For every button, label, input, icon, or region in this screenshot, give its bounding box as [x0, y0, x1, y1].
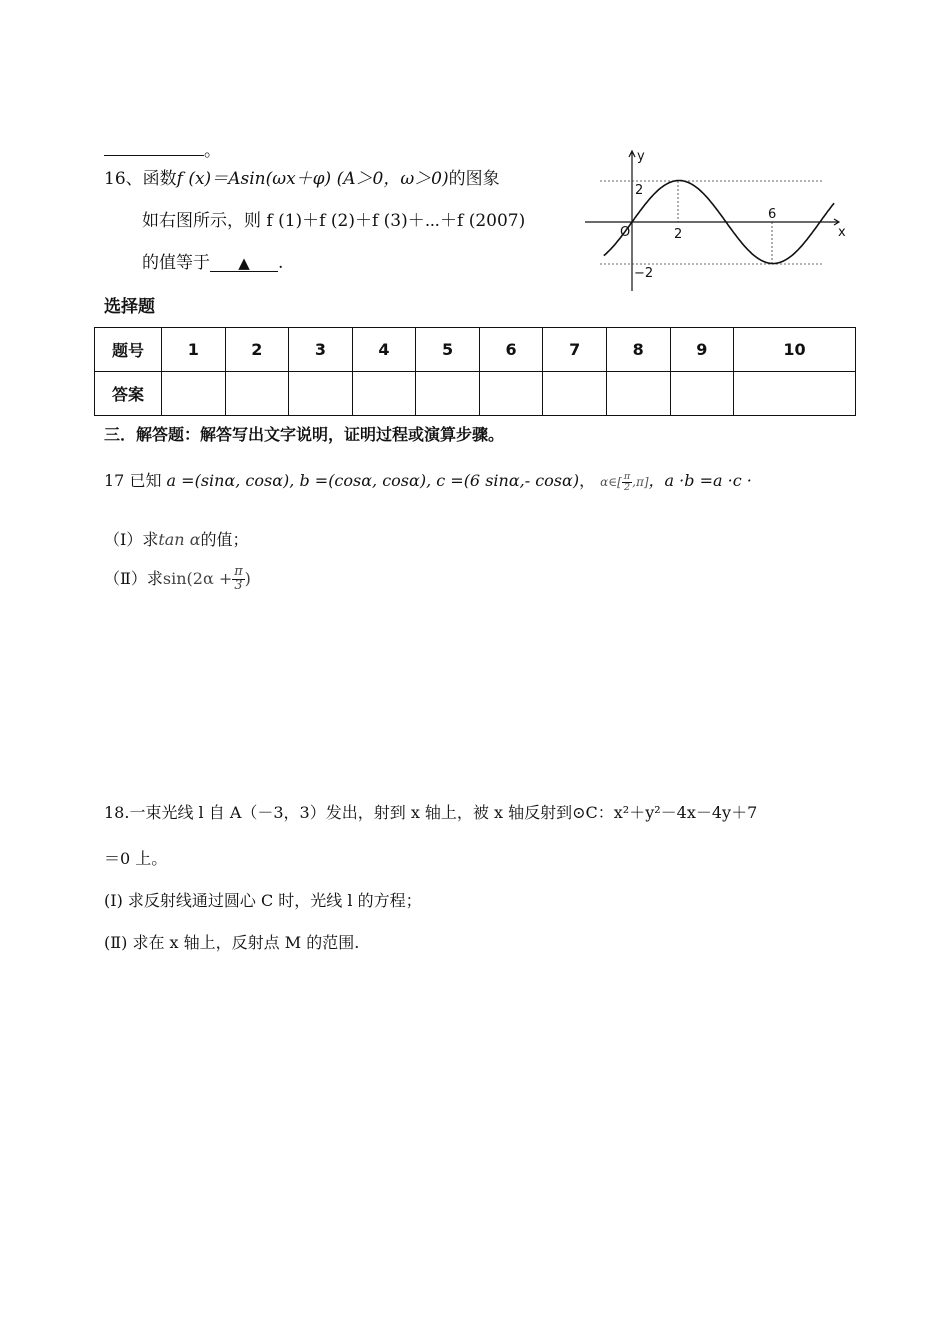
q18-line1: 18.一束光线 l 自 A（－3，3）发出，射到 x 轴上，被 x 轴反射到⊙C：x²＋y²－4x－4y＋7 [104, 803, 758, 822]
answer-label-cell: 答案 [95, 372, 162, 416]
pi-over-3-fraction [232, 566, 244, 593]
col-header: 1 [162, 328, 226, 372]
q18-part1: (Ⅰ) 求反射线通过圆心 C 时，光线 l 的方程； [104, 891, 422, 910]
q17-part1-post: 的值； [200, 530, 249, 549]
header-label-cell: 题号 [95, 328, 162, 372]
tick-2-y: 2 [635, 183, 644, 198]
q17-prefix: 17 已知 [104, 471, 162, 490]
answer-cell[interactable] [479, 372, 543, 416]
col-header: 5 [416, 328, 480, 372]
q16-line1 [104, 164, 500, 189]
col-header: 3 [289, 328, 353, 372]
q16-text-a: 函数 [142, 169, 177, 189]
answer-cell[interactable] [734, 372, 856, 416]
frac-den: 3 [234, 578, 243, 593]
q18-line2: ＝0 上。 [104, 849, 168, 868]
q17-close: ) [244, 569, 251, 588]
answer-cell[interactable] [289, 372, 353, 416]
q17-part1 [104, 527, 249, 550]
col-header: 7 [543, 328, 607, 372]
answer-cell[interactable] [162, 372, 226, 416]
q15-tail: 。 [204, 141, 221, 161]
q17-condition: ，a ·b =a ·c · [648, 471, 752, 490]
q17-part2 [104, 566, 251, 593]
answer-cell[interactable] [352, 372, 416, 416]
section3-title: 三．解答题：解答写出文字说明，证明过程或演算步骤。 [104, 425, 505, 444]
q17-comma: ， [579, 471, 596, 490]
q16-formula: f (x)＝Asin(ωx＋φ) (A＞0，ω＞0) [176, 169, 449, 189]
answer-cell[interactable] [670, 372, 734, 416]
q18-part2: (Ⅱ) 求在 x 轴上，反射点 M 的范围. [104, 933, 360, 952]
q17-part1-pre: （Ⅰ）求 [104, 530, 159, 549]
q16-answer-blank [210, 253, 278, 272]
triangle-icon: ▲ [238, 254, 250, 272]
q16-line2 [142, 206, 525, 231]
q15-answer-line [104, 136, 221, 161]
sine-graph [580, 146, 850, 296]
q17-sin-expr: sin(2α + [162, 569, 233, 588]
frac-num: π [234, 564, 243, 580]
frac-den: 2 [623, 482, 631, 493]
tick-2-x: 2 [674, 227, 683, 242]
q17-domain [600, 471, 649, 493]
col-header: 8 [606, 328, 670, 372]
col-header: 2 [225, 328, 289, 372]
q16-line3-pre: 的值等于 [142, 253, 210, 273]
frac-num: π [623, 471, 631, 483]
q16-line2-text: 如右图所示，则 f (1)＋f (2)＋f (3)＋⋯＋f (2007) [142, 211, 526, 231]
answer-cell[interactable] [225, 372, 289, 416]
q17-domain-post: ,π] [632, 475, 649, 489]
answer-table [94, 327, 856, 416]
tick-6-x: 6 [768, 207, 777, 222]
q17-vectors: a =(sinα, cosα), b =(cosα, cosα), c =(6 sinα,- cosα) [166, 471, 580, 490]
answer-cell[interactable] [543, 372, 607, 416]
answer-table-answer-row [95, 372, 856, 416]
answer-cell[interactable] [606, 372, 670, 416]
col-header: 10 [734, 328, 856, 372]
col-header: 6 [479, 328, 543, 372]
pi-over-2-fraction [622, 472, 632, 492]
q17-tan: tan α [158, 530, 201, 549]
q16-number: 16、 [104, 169, 143, 189]
origin-label: O [620, 225, 631, 240]
q17-domain-pre: α∈[ [600, 475, 622, 489]
y-label: y [637, 149, 645, 164]
q16-line3 [142, 248, 283, 273]
q17-part2-pre: （Ⅱ）求 [104, 569, 163, 588]
q17-line1 [104, 468, 752, 493]
q16-text-b: 的图象 [448, 169, 500, 189]
tick-neg2-y: −2 [634, 266, 654, 281]
answer-cell[interactable] [416, 372, 480, 416]
section-choice-title: 选择题 [104, 297, 155, 317]
col-header: 4 [352, 328, 416, 372]
x-label: x [838, 225, 846, 240]
q16-line3-post: . [278, 253, 284, 273]
col-header: 9 [670, 328, 734, 372]
answer-table-header-row [95, 328, 856, 372]
